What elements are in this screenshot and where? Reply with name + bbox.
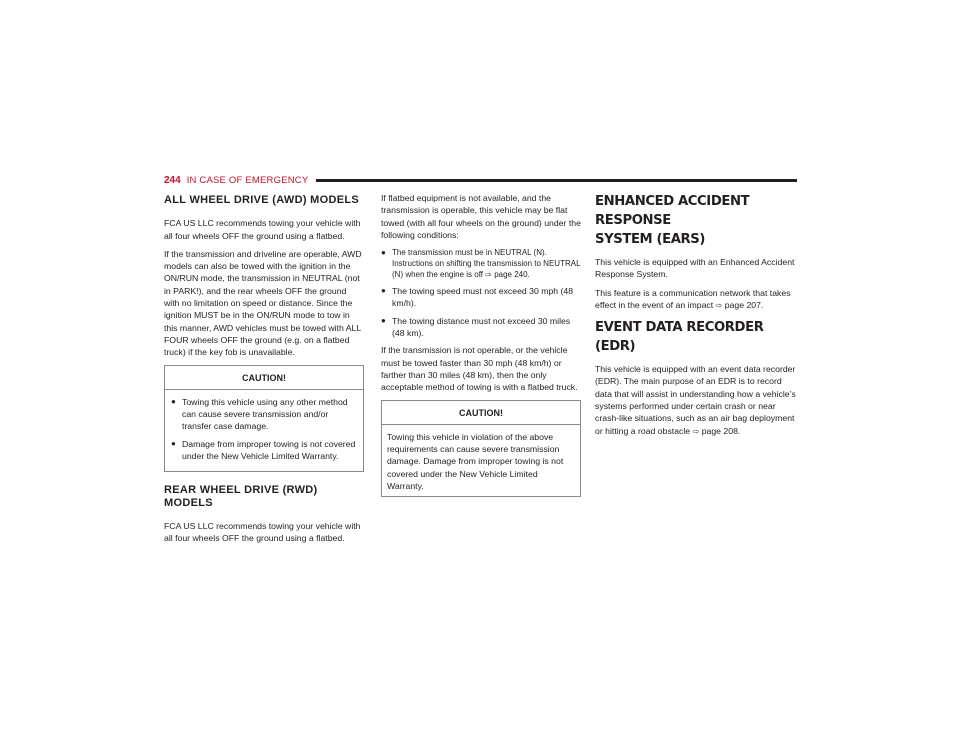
header-rule [316, 179, 797, 182]
list-item [381, 315, 581, 340]
caution-box-flat-tow [381, 400, 581, 498]
ears-paragraph-2-text: This feature is a communication network that takes effect in the event of an impact [595, 287, 791, 310]
caution-title: CAUTION! [165, 366, 363, 390]
cross-reference-arrow-icon: ⇨ [692, 426, 700, 436]
section-title: IN CASE OF EMERGENCY [186, 174, 309, 186]
edr-heading: EVENT DATA RECORDER (EDR) [595, 320, 764, 355]
flat-tow-paragraph-2: If the transmission is not operable, or the vehicle must be towed faster than 30 mph (48 km/h) or farther than 30 miles (48 km), then the only acceptable method of towing is with a flatbed truck. [381, 345, 578, 393]
bullet-dot-icon: ● [381, 315, 386, 325]
caution-title: CAUTION! [382, 401, 580, 425]
page-number: 244 [164, 174, 181, 186]
bullet-dot-icon: ● [381, 286, 386, 296]
page-reference-link[interactable]: page 208. [701, 425, 741, 436]
caution-text: Towing this vehicle in violation of the above requirements can cause severe transmission damage. Damage from improper towing is not covered under the New Vehicle Limited Warranty. [387, 431, 564, 492]
list-item [381, 285, 581, 310]
bullet-dot-icon: ● [171, 396, 176, 406]
page-reference-link[interactable]: page 207. [724, 299, 764, 310]
rwd-heading: REAR WHEEL DRIVE (RWD) MODELS [164, 484, 318, 509]
condition-text: The towing speed must not exceed 30 mph (48 km/h). [392, 286, 574, 309]
cross-reference-arrow-icon: ⇨ [715, 300, 723, 310]
edr-paragraph-1-text: This vehicle is equipped with an event data recorder (EDR). The main purpose of an EDR is to record data that will assist in understanding how a vehicle’s systems performed under certain crash or near crash-like situations, such as an air bag deployment or hitting a road obstacle [595, 364, 796, 436]
bullet-dot-icon: ● [381, 248, 386, 258]
condition-text: The towing distance must not exceed 30 miles (48 km). [392, 315, 571, 339]
bullet-dot-icon: ● [171, 438, 176, 448]
rwd-paragraph-1: FCA US LLC recommends towing your vehicle with all four wheels OFF the ground using a flatbed. [164, 520, 361, 544]
awd-paragraph-2: If the transmission and driveline are operable, AWD models can also be towed with the ignition in the ON/RUN mode, the transmission in NEUTRAL (not in PARK!), and the rear wheels OFF the ground with no limitation on speed or distance. Since the ignition MUST be in the ON/RUN mode to tow in this manner, AWD vehicles must be towed with ALL FOUR wheels OFF the ground (e.g. on a flatbed truck) if the key fob is unavailable. [164, 248, 362, 358]
caution-list [171, 396, 357, 462]
awd-heading: ALL WHEEL DRIVE (AWD) MODELS [164, 194, 359, 206]
list-item [171, 396, 357, 433]
ears-paragraph-1: This vehicle is equipped with an Enhanced Accident Response System. [595, 257, 795, 280]
column-1 [164, 192, 364, 551]
awd-paragraph-1: FCA US LLC recommends towing your vehicle with all four wheels OFF the ground using a flatbed. [164, 218, 361, 241]
flat-tow-intro: If flatbed equipment is not available, and the transmission is operable, this vehicle may be flat towed (with all four wheels on the ground) under the following conditions: [381, 193, 581, 240]
list-item [381, 247, 581, 280]
column-3 [595, 192, 798, 444]
ears-heading-line-2: SYSTEM (EARS) [595, 232, 705, 247]
edr-paragraph-1 [595, 363, 798, 438]
ears-heading-line-1: ENHANCED ACCIDENT RESPONSE [595, 194, 750, 228]
condition-text: The transmission must be in NEUTRAL (N). Instructions on shifting the transmission to NEUTRAL (N) when the engine is off [392, 248, 581, 280]
page-header [164, 172, 797, 188]
caution-box-awd [164, 365, 364, 473]
column-2 [381, 192, 581, 509]
conditions-list [381, 247, 581, 339]
ears-paragraph-2 [595, 287, 798, 313]
caution-item-text: Damage from improper towing is not covered under the New Vehicle Limited Warranty. [182, 438, 356, 462]
ears-heading [595, 192, 798, 249]
cross-reference-arrow-icon: ⇨ [485, 270, 492, 280]
caution-item-text: Towing this vehicle using any other method can cause severe transmission and/or transfer case damage. [182, 396, 348, 432]
list-item [171, 438, 357, 463]
page-reference-link[interactable]: page 240. [494, 270, 530, 280]
